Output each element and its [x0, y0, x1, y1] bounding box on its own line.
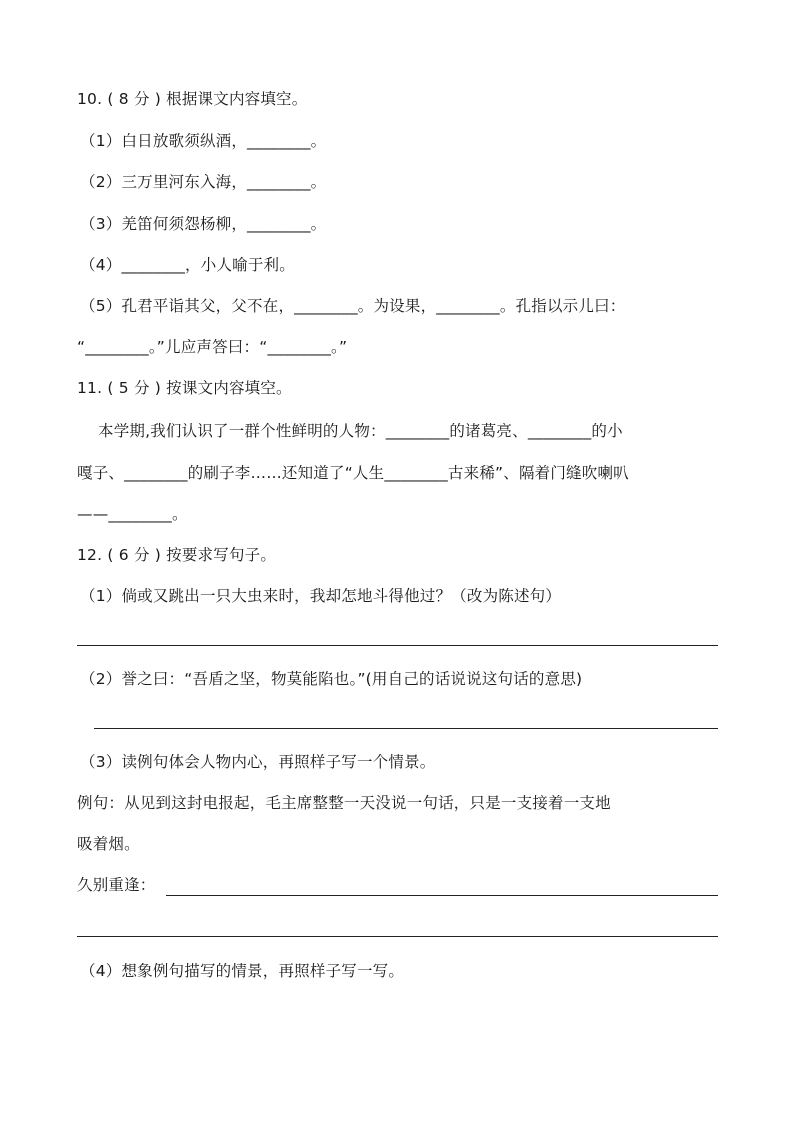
q12-item-4: （4）想象例句描写的情景，再照样子写一写。 — [80, 962, 405, 980]
q12-item-1: （1）倘或又跳出一只大虫来时，我却怎地斗得他过？（改为陈述句） — [80, 587, 562, 605]
q12-example-line-2: 吸着烟。 — [77, 835, 140, 853]
q11-line-1: 本学期,我们认识了一群个性鲜明的人物：________的诸葛亮、________的小 — [98, 422, 623, 440]
q12-item-2: （2）誉之曰：“吾盾之坚，物莫能陷也。”(用自己的话说说这句话的意思) — [80, 670, 583, 688]
q11-line-3: ——________。 — [77, 505, 188, 523]
q12-heading: 12. ( 6 分 ) 按要求写句子。 — [77, 546, 277, 564]
answer-line-4[interactable] — [77, 936, 718, 937]
q10-item-5-line-1: （5）孔君平诣其父，父不在，________。为设果，________。孔指以示儿曰： — [80, 297, 626, 315]
answer-line-1[interactable] — [77, 645, 718, 646]
q10-item-3: （3）羌笛何须怨杨柳，________。 — [80, 215, 327, 233]
answer-line-2[interactable] — [94, 728, 718, 729]
q12-prompt-label: 久别重逢： — [77, 876, 156, 894]
q11-heading: 11. ( 5 分 ) 按课文内容填空。 — [77, 379, 292, 397]
q12-item-3: （3）读例句体会人物内心，再照样子写一个情景。 — [80, 753, 436, 771]
q11-line-2: 嘎子、________的刷子李……还知道了“人生________古来稀”、隔着门缝吹喇叭 — [77, 464, 629, 482]
q10-item-4: （4）________，小人喻于利。 — [80, 256, 295, 274]
q10-heading: 10. ( 8 分 ) 根据课文内容填空。 — [77, 90, 308, 108]
q10-item-5-line-2: “________。”儿应声答曰：“________。” — [77, 338, 348, 356]
q12-example-line-1: 例句：从见到这封电报起，毛主席整整一天没说一句话，只是一支接着一支地 — [77, 794, 611, 812]
answer-line-3[interactable] — [166, 895, 718, 896]
q10-item-2: （2）三万里河东入海，________。 — [80, 173, 327, 191]
q10-item-1: （1）白日放歌须纵酒，________。 — [80, 132, 327, 150]
